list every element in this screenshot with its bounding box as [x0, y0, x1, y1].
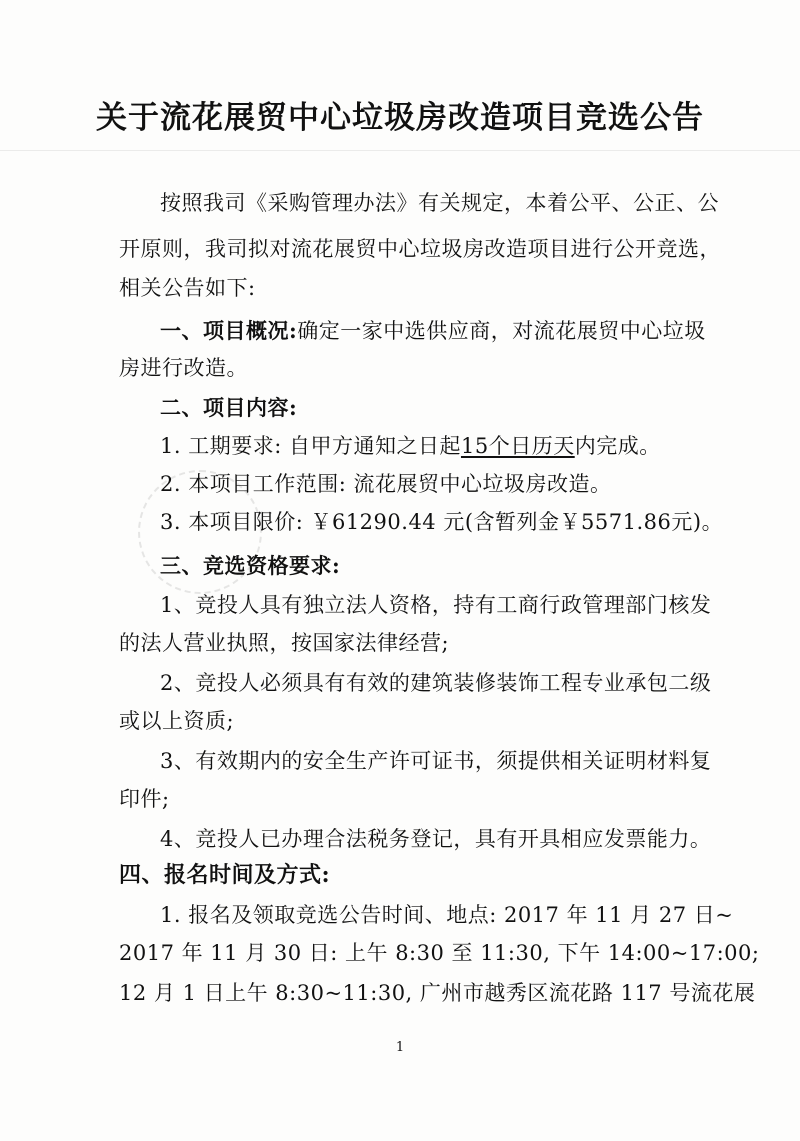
document-title: 关于流花展贸中心垃圾房改造项目竞选公告	[96, 100, 704, 136]
item-1-duration: 15个日历天	[460, 434, 575, 458]
section-3-line-3: 2、竞投人必须具有有效的建筑装修装饰工程专业承包二级	[160, 671, 712, 695]
section-2-item-1	[160, 433, 661, 459]
section-2-item-3: 3. 本项目限价: ￥61290.44 元(含暂列金￥5571.86元)。	[160, 510, 724, 534]
section-2-item-2: 2. 本项目工作范围: 流花展贸中心垃圾房改造。	[160, 472, 612, 496]
section-4-heading: 四、报名时间及方式:	[119, 862, 331, 888]
intro-line-3: 相关公告如下:	[119, 276, 256, 300]
section-1-heading: 一、项目概况:	[160, 318, 298, 343]
section-4-line-2: 2017 年 11 月 30 日: 上午 8:30 至 11:30, 下午 14:00~17:00;	[119, 941, 760, 965]
section-3-line-7: 4、竞投人已办理合法税务登记，具有开具相应发票能力。	[160, 827, 712, 851]
section-3-line-2: 的法人营业执照，按国家法律经营;	[119, 631, 450, 655]
section-3-heading: 三、竞选资格要求:	[160, 553, 341, 578]
section-2-heading: 二、项目内容:	[160, 395, 298, 420]
section-3-line-1: 1、竞投人具有独立法人资格，持有工商行政管理部门核发	[160, 593, 712, 617]
item-1-suffix: 内完成。	[574, 434, 661, 458]
section-3-line-5: 3、有效期内的安全生产许可证书，须提供相关证明材料复	[160, 749, 712, 773]
section-4-line-1: 1. 报名及领取竞选公告时间、地点: 2017 年 11 月 27 日~	[160, 903, 734, 927]
section-1-text: 确定一家中选供应商，对流花展贸中心垃圾	[297, 319, 706, 343]
intro-line-2: 开原则，我司拟对流花展贸中心垃圾房改造项目进行公开竞选，	[119, 237, 721, 261]
scan-artifact-line	[0, 150, 800, 151]
intro-line-1: 按照我司《采购管理办法》有关规定，本着公平、公正、公	[160, 191, 719, 215]
section-1-line	[160, 318, 706, 344]
section-3-line-4: 或以上资质;	[119, 709, 235, 733]
item-1-prefix: 1. 工期要求: 自甲方通知之日起	[160, 434, 461, 458]
section-3-line-6: 印件;	[119, 787, 170, 811]
section-1-text-cont: 房进行改造。	[119, 356, 248, 380]
page-number: 1	[395, 1040, 405, 1055]
section-4-line-3: 12 月 1 日上午 8:30~11:30, 广州市越秀区流花路 117 号流花展	[119, 981, 756, 1005]
